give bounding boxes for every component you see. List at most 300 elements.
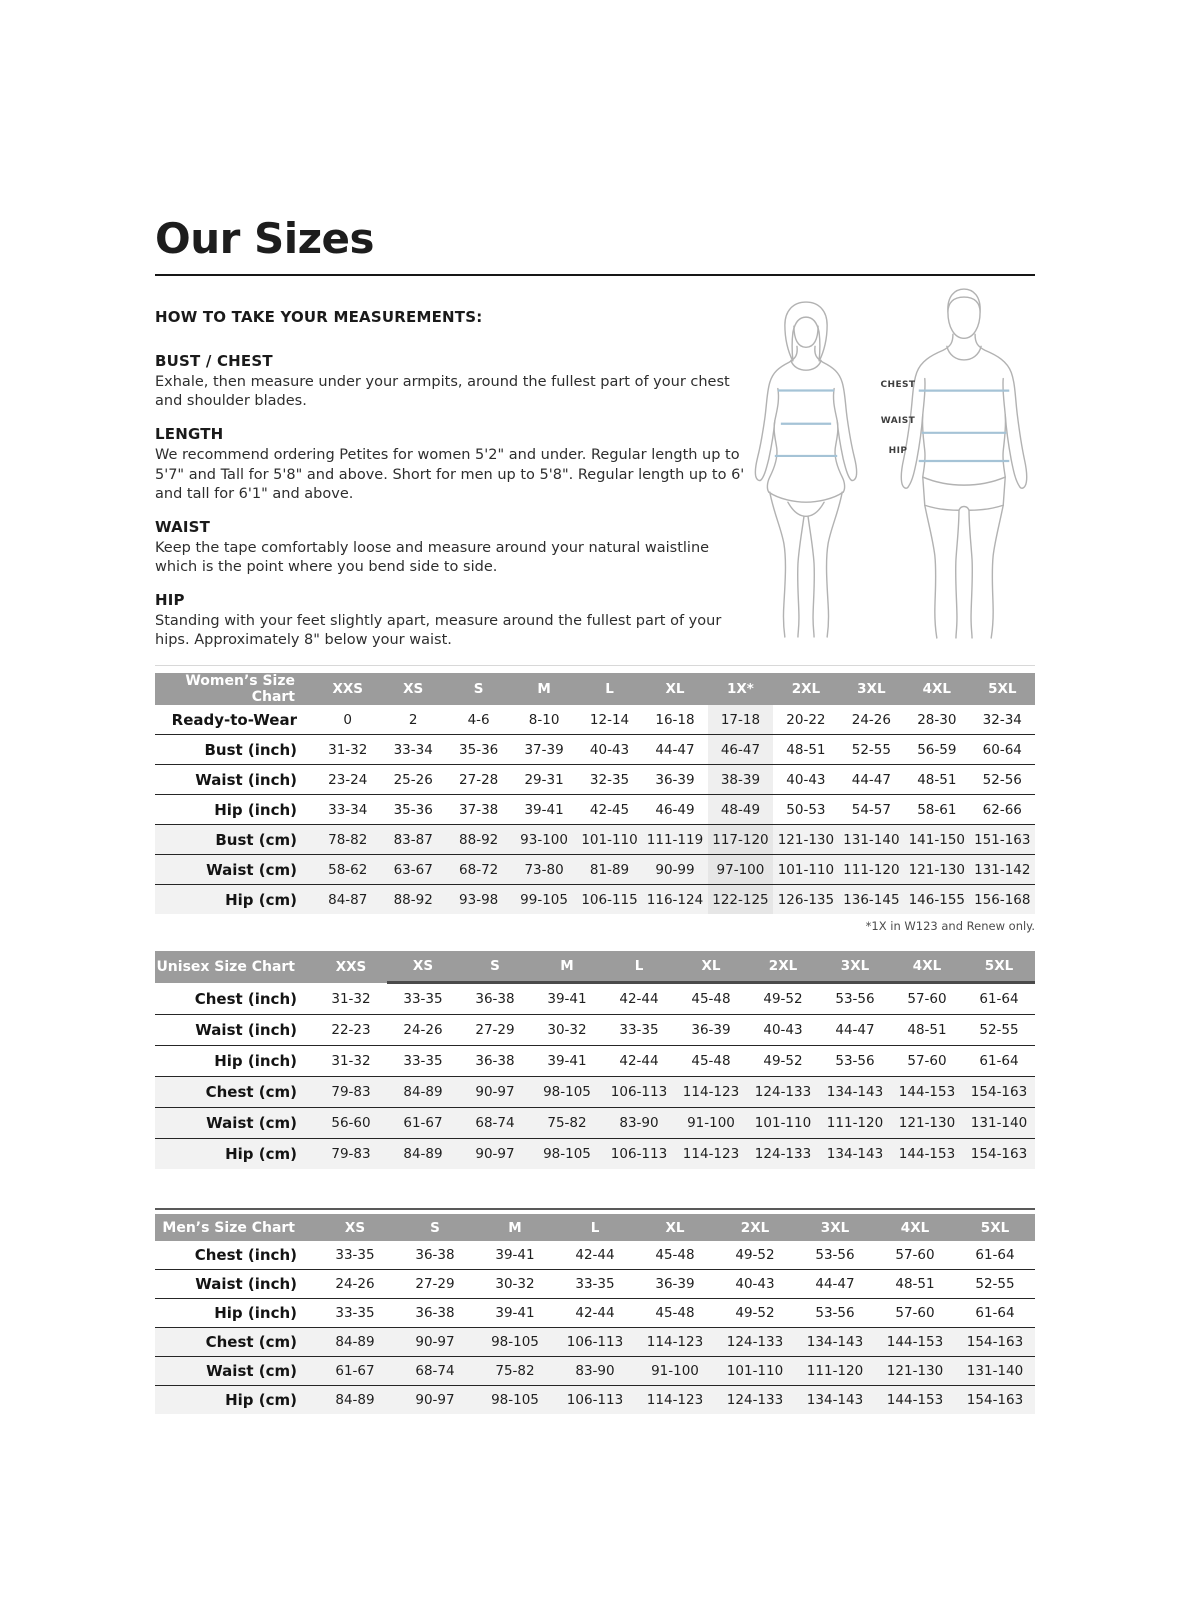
size-cell: 24-26 [335, 1276, 375, 1293]
size-cell: 40-43 [763, 1022, 803, 1039]
size-cell: 101-110 [754, 1115, 812, 1132]
size-cell: 53-56 [835, 991, 875, 1008]
size-chart-footnote: *1X in W123 and Renew only. [865, 919, 1035, 934]
size-cell: 35-36 [393, 801, 433, 818]
size-cell: 37-38 [459, 801, 499, 818]
size-cell: 84-89 [335, 1392, 375, 1409]
size-cell: 52-55 [851, 741, 891, 758]
column-header: XXS [315, 673, 380, 705]
size-cell: 93-100 [520, 831, 568, 848]
table-row [155, 1357, 1035, 1386]
size-cell: 101-110 [777, 861, 835, 878]
size-cell: 61-67 [335, 1363, 375, 1380]
size-cell: 121-130 [777, 831, 835, 848]
size-cell: 53-56 [835, 1053, 875, 1070]
row-label: Bust (inch) [204, 740, 297, 759]
column-header: 2XL [773, 673, 838, 705]
size-cell: 33-35 [575, 1276, 615, 1293]
measurement-heading: BUST / CHEST [155, 352, 273, 371]
size-cell: 91-100 [687, 1115, 735, 1132]
table-row [155, 1046, 1035, 1077]
size-cell: 117-120 [708, 825, 773, 855]
unisex-size-chart [155, 951, 1035, 1169]
size-cell: 106-115 [581, 891, 638, 908]
chest-label: CHEST [880, 380, 916, 391]
size-cell: 45-48 [691, 991, 731, 1008]
size-cell: 33-35 [335, 1247, 375, 1264]
table-title: Unisex Size Chart [155, 951, 315, 983]
header-row [155, 951, 1035, 983]
size-cell: 63-67 [393, 861, 433, 878]
header-row [155, 1214, 1035, 1241]
size-cell: 151-163 [974, 831, 1031, 848]
size-cell: 40-43 [786, 771, 826, 788]
column-header: 4XL [904, 673, 969, 705]
size-cell: 53-56 [815, 1247, 855, 1264]
size-cell: 52-55 [979, 1022, 1019, 1039]
size-cell: 39-41 [524, 801, 564, 818]
measurement-heading: WAIST [155, 517, 211, 536]
size-cell: 25-26 [393, 771, 433, 788]
man-measure-lines [919, 391, 1010, 461]
size-cell: 154-163 [970, 1146, 1028, 1163]
size-cell: 111-120 [806, 1363, 864, 1380]
size-cell: 30-32 [547, 1022, 587, 1039]
size-cell: 61-64 [979, 991, 1019, 1008]
size-cell: 57-60 [907, 991, 947, 1008]
size-cell: 136-145 [843, 891, 900, 908]
row-label: Waist (cm) [206, 860, 297, 879]
size-cell: 22-23 [331, 1022, 371, 1039]
size-cell: 58-61 [917, 801, 957, 818]
column-header: 1X* [708, 673, 773, 705]
size-cell: 144-153 [886, 1334, 944, 1351]
size-cell: 90-97 [475, 1146, 515, 1163]
size-cell: 42-44 [575, 1247, 615, 1264]
row-label: Hip (cm) [225, 890, 297, 909]
size-cell: 75-82 [547, 1115, 587, 1132]
size-cell: 81-89 [589, 861, 630, 878]
unisex-size-chart-section [155, 951, 1035, 1169]
size-cell: 56-60 [331, 1115, 371, 1132]
size-cell: 121-130 [898, 1115, 956, 1132]
size-cell: 106-113 [566, 1392, 624, 1409]
size-cell: 144-153 [886, 1392, 944, 1409]
row-label: Hip (cm) [225, 1391, 297, 1410]
table-row [155, 795, 1035, 825]
size-cell: 57-60 [895, 1305, 935, 1322]
size-cell: 154-163 [966, 1392, 1024, 1409]
table-row [155, 885, 1035, 915]
size-cell: 58-62 [328, 861, 368, 878]
size-cell: 101-110 [581, 831, 638, 848]
size-cell: 131-142 [974, 861, 1031, 878]
size-cell: 91-100 [651, 1363, 699, 1380]
size-cell: 49-52 [735, 1247, 775, 1264]
size-cell: 28-30 [917, 711, 957, 728]
size-cell: 124-133 [726, 1334, 784, 1351]
size-cell: 98-105 [543, 1084, 591, 1101]
size-cell: 144-153 [898, 1146, 956, 1163]
row-label: Waist (inch) [195, 1275, 297, 1294]
size-cell: 88-92 [459, 831, 499, 848]
woman-measure-lines [775, 391, 837, 456]
size-cell: 93-98 [459, 891, 499, 908]
size-cell: 61-64 [975, 1305, 1015, 1322]
waist-label: WAIST [880, 416, 916, 427]
divider-line [155, 1208, 1035, 1210]
size-cell: 35-36 [459, 741, 499, 758]
size-cell: 4-6 [467, 711, 490, 728]
row-label: Hip (cm) [225, 1145, 297, 1164]
column-header: L [603, 951, 675, 983]
table-row [155, 705, 1035, 735]
column-header: XL [642, 673, 707, 705]
unisex-table [155, 951, 1035, 1169]
measurement-item-length [155, 425, 755, 503]
size-cell: 30-32 [495, 1276, 535, 1293]
size-cell: 62-66 [982, 801, 1022, 818]
column-header: XXS [315, 951, 387, 983]
size-cell: 46-49 [655, 801, 695, 818]
size-cell: 52-55 [975, 1276, 1015, 1293]
size-cell: 44-47 [835, 1022, 875, 1039]
size-cell: 121-130 [908, 861, 965, 878]
measurement-text: Exhale, then measure under your armpits, around the fullest part of your chest and shoulder blades. [155, 374, 730, 410]
row-label: Ready-to-Wear [171, 710, 297, 729]
size-cell: 131-140 [843, 831, 900, 848]
column-header: 3XL [795, 1214, 875, 1241]
size-cell: 42-44 [575, 1305, 615, 1322]
size-cell: 46-47 [708, 735, 773, 765]
size-cell: 79-83 [331, 1084, 371, 1101]
size-cell: 48-51 [907, 1022, 947, 1039]
table-row [155, 1270, 1035, 1299]
size-cell: 42-45 [589, 801, 630, 818]
size-cell: 33-35 [619, 1022, 659, 1039]
size-cell: 88-92 [393, 891, 433, 908]
size-cell: 114-123 [682, 1084, 740, 1101]
size-cell: 33-35 [403, 1053, 443, 1070]
size-cell: 36-38 [475, 991, 515, 1008]
column-header: 5XL [955, 1214, 1035, 1241]
mens-size-chart [155, 1214, 1035, 1414]
size-cell: 116-124 [646, 891, 704, 908]
measurement-item-hip [155, 591, 755, 650]
size-cell: 40-43 [589, 741, 630, 758]
column-header: S [395, 1214, 475, 1241]
row-label: Chest (inch) [194, 1246, 297, 1265]
row-label: Chest (inch) [194, 989, 297, 1008]
column-header: XS [387, 951, 459, 983]
measurement-text: Keep the tape comfortably loose and measure around your natural waistline which is the point where you bend side to side. [155, 539, 710, 575]
mens-table [155, 1214, 1035, 1414]
size-cell: 32-34 [982, 711, 1022, 728]
size-cell: 48-51 [895, 1276, 935, 1293]
column-header: L [555, 1214, 635, 1241]
measurement-item-waist [155, 518, 755, 577]
size-cell: 36-39 [655, 771, 695, 788]
row-label: Hip (inch) [214, 800, 297, 819]
size-cell: 29-31 [524, 771, 564, 788]
row-label: Hip (inch) [214, 1052, 297, 1071]
size-cell: 33-34 [393, 741, 433, 758]
size-cell: 37-39 [524, 741, 564, 758]
size-cell: 73-80 [524, 861, 564, 878]
size-cell: 78-82 [328, 831, 368, 848]
table-title: Men’s Size Chart [155, 1214, 315, 1241]
size-cell: 44-47 [815, 1276, 855, 1293]
column-header: 4XL [875, 1214, 955, 1241]
size-cell: 146-155 [908, 891, 965, 908]
measurement-instructions-section [155, 308, 1035, 650]
size-cell: 84-89 [403, 1084, 443, 1101]
size-cell: 106-113 [566, 1334, 624, 1351]
column-header: XL [635, 1214, 715, 1241]
size-cell: 124-133 [726, 1392, 784, 1409]
title-divider [155, 274, 1035, 276]
column-header: 3XL [839, 673, 904, 705]
table-row [155, 1015, 1035, 1046]
divider-line [155, 665, 1035, 666]
row-label: Waist (cm) [206, 1362, 297, 1381]
table-row [155, 983, 1035, 1015]
size-cell: 39-41 [547, 991, 587, 1008]
column-header: 4XL [891, 951, 963, 983]
size-cell: 99-105 [520, 891, 568, 908]
how-to-heading: HOW TO TAKE YOUR MEASUREMENTS: [155, 308, 483, 327]
size-cell: 33-34 [328, 801, 368, 818]
size-cell: 84-89 [335, 1334, 375, 1351]
column-header: S [446, 673, 511, 705]
size-cell: 36-39 [655, 1276, 695, 1293]
table-row [155, 1328, 1035, 1357]
header-row [155, 673, 1035, 705]
size-cell: 48-49 [708, 795, 773, 825]
size-cell: 38-39 [708, 765, 773, 795]
womens-size-chart [155, 673, 1035, 914]
size-cell: 44-47 [655, 741, 695, 758]
size-cell: 154-163 [970, 1084, 1028, 1101]
size-cell: 49-52 [735, 1305, 775, 1322]
size-cell: 20-22 [786, 711, 826, 728]
row-label: Hip (inch) [214, 1304, 297, 1323]
size-cell: 33-35 [335, 1305, 375, 1322]
size-cell: 75-82 [495, 1363, 535, 1380]
size-cell: 61-67 [403, 1115, 443, 1132]
size-cell: 56-59 [917, 741, 957, 758]
size-cell: 31-32 [328, 741, 368, 758]
table-row [155, 855, 1035, 885]
size-cell: 101-110 [726, 1363, 784, 1380]
hip-label: HIP [888, 446, 908, 457]
size-cell: 23-24 [328, 771, 368, 788]
woman-figure-illustration [740, 298, 872, 640]
size-cell: 61-64 [979, 1053, 1019, 1070]
size-cell: 111-120 [843, 861, 900, 878]
size-cell: 48-51 [786, 741, 826, 758]
size-cell: 24-26 [403, 1022, 443, 1039]
size-cell: 45-48 [655, 1305, 695, 1322]
size-cell: 124-133 [754, 1084, 812, 1101]
size-cell: 68-72 [459, 861, 499, 878]
size-cell: 111-119 [646, 831, 704, 848]
mens-size-chart-section [155, 1208, 1035, 1414]
page-content [155, 0, 1035, 1414]
size-cell: 141-150 [908, 831, 965, 848]
size-cell: 154-163 [966, 1334, 1024, 1351]
size-cell: 40-43 [735, 1276, 775, 1293]
column-header: 2XL [747, 951, 819, 983]
size-cell: 54-57 [851, 801, 891, 818]
size-cell: 114-123 [682, 1146, 740, 1163]
size-cell: 90-99 [655, 861, 695, 878]
row-label: Chest (cm) [205, 1083, 297, 1102]
size-cell: 111-120 [826, 1115, 884, 1132]
size-cell: 131-140 [970, 1115, 1028, 1132]
size-cell: 48-51 [917, 771, 957, 788]
measurement-text: Standing with your feet slightly apart, measure around the fullest part of your hips. Approximately 8" below your waist. [155, 613, 722, 649]
size-cell: 144-153 [898, 1084, 956, 1101]
size-cell: 32-35 [589, 771, 630, 788]
size-cell: 39-41 [547, 1053, 587, 1070]
size-cell: 44-47 [851, 771, 891, 788]
size-cell: 134-143 [826, 1146, 884, 1163]
size-cell: 114-123 [646, 1334, 704, 1351]
size-cell: 31-32 [331, 1053, 371, 1070]
size-cell: 42-44 [619, 991, 659, 1008]
size-cell: 39-41 [495, 1305, 535, 1322]
size-cell: 61-64 [975, 1247, 1015, 1264]
size-cell: 12-14 [589, 711, 630, 728]
measurement-text-column [155, 308, 755, 650]
size-cell: 16-18 [655, 711, 695, 728]
table-row [155, 1386, 1035, 1415]
table-row [155, 765, 1035, 795]
column-header: M [511, 673, 576, 705]
size-cell: 134-143 [806, 1334, 864, 1351]
row-label: Waist (cm) [206, 1114, 297, 1133]
table-row [155, 1139, 1035, 1170]
measurement-item-bust-chest [155, 352, 755, 411]
column-header: M [531, 951, 603, 983]
row-label: Waist (inch) [195, 770, 297, 789]
size-cell: 106-113 [610, 1146, 668, 1163]
column-header: XS [380, 673, 445, 705]
measurement-figures [738, 284, 1060, 644]
size-cell: 27-29 [475, 1022, 515, 1039]
table-row [155, 1241, 1035, 1270]
column-header: XS [315, 1214, 395, 1241]
size-cell: 90-97 [415, 1392, 455, 1409]
row-label: Waist (inch) [195, 1021, 297, 1040]
column-header: 3XL [819, 951, 891, 983]
size-cell: 98-105 [491, 1334, 539, 1351]
size-cell: 126-135 [777, 891, 835, 908]
table-row [155, 1299, 1035, 1328]
size-cell: 98-105 [543, 1146, 591, 1163]
size-cell: 36-38 [475, 1053, 515, 1070]
size-cell: 57-60 [907, 1053, 947, 1070]
table-row [155, 735, 1035, 765]
column-header: XL [675, 951, 747, 983]
size-cell: 83-90 [575, 1363, 615, 1380]
size-cell: 131-140 [966, 1363, 1024, 1380]
size-cell: 122-125 [708, 885, 773, 915]
page-title: Our Sizes [155, 214, 375, 263]
size-cell: 2 [408, 711, 418, 728]
size-cell: 8-10 [528, 711, 560, 728]
column-header: 2XL [715, 1214, 795, 1241]
table-row [155, 825, 1035, 855]
size-cell: 84-89 [403, 1146, 443, 1163]
row-label: Bust (cm) [215, 830, 297, 849]
size-cell: 53-56 [815, 1305, 855, 1322]
measurement-heading: LENGTH [155, 425, 224, 444]
size-cell: 156-168 [974, 891, 1031, 908]
size-cell: 50-53 [786, 801, 826, 818]
size-cell: 39-41 [495, 1247, 535, 1264]
size-cell: 124-133 [754, 1146, 812, 1163]
column-header: M [475, 1214, 555, 1241]
size-cell: 27-28 [459, 771, 499, 788]
table-row [155, 1077, 1035, 1108]
measurement-text: We recommend ordering Petites for women 5'2" and under. Regular length up to 5'7" and Tall for 5'8" and above. Short for men up to 5'8". Regular length up to 6' and tall for 6'1" and above. [155, 447, 745, 502]
row-label: Chest (cm) [205, 1333, 297, 1352]
size-cell: 134-143 [806, 1392, 864, 1409]
measurement-heading: HIP [155, 591, 185, 610]
size-cell: 90-97 [475, 1084, 515, 1101]
size-cell: 83-90 [619, 1115, 659, 1132]
size-cell: 0 [343, 711, 353, 728]
womens-size-chart-section [155, 665, 1035, 933]
size-cell: 60-64 [982, 741, 1022, 758]
column-header: 5XL [963, 951, 1035, 983]
size-cell: 68-74 [475, 1115, 515, 1132]
size-cell: 24-26 [851, 711, 891, 728]
size-cell: 90-97 [415, 1334, 455, 1351]
size-cell: 36-39 [691, 1022, 731, 1039]
column-header: S [459, 951, 531, 983]
size-cell: 79-83 [331, 1146, 371, 1163]
size-cell: 134-143 [826, 1084, 884, 1101]
size-cell: 31-32 [331, 990, 371, 1007]
size-cell: 36-38 [415, 1305, 455, 1322]
size-cell: 97-100 [708, 855, 773, 885]
size-cell: 33-35 [403, 991, 443, 1008]
size-cell: 45-48 [655, 1247, 695, 1264]
size-cell: 17-18 [708, 705, 773, 735]
size-cell: 83-87 [393, 831, 433, 848]
size-cell: 42-44 [619, 1053, 659, 1070]
man-figure-illustration [888, 286, 1040, 642]
size-cell: 52-56 [982, 771, 1022, 788]
size-cell: 57-60 [895, 1247, 935, 1264]
column-header: L [577, 673, 642, 705]
size-cell: 121-130 [886, 1363, 944, 1380]
size-cell: 114-123 [646, 1392, 704, 1409]
size-cell: 45-48 [691, 1053, 731, 1070]
size-cell: 68-74 [415, 1363, 455, 1380]
table-title: Women’s Size Chart [155, 673, 315, 705]
size-cell: 36-38 [415, 1247, 455, 1264]
womens-table [155, 673, 1035, 914]
size-cell: 49-52 [763, 991, 803, 1008]
table-row [155, 1108, 1035, 1139]
column-header: 5XL [970, 673, 1035, 705]
size-cell: 98-105 [491, 1392, 539, 1409]
size-cell: 84-87 [328, 891, 368, 908]
